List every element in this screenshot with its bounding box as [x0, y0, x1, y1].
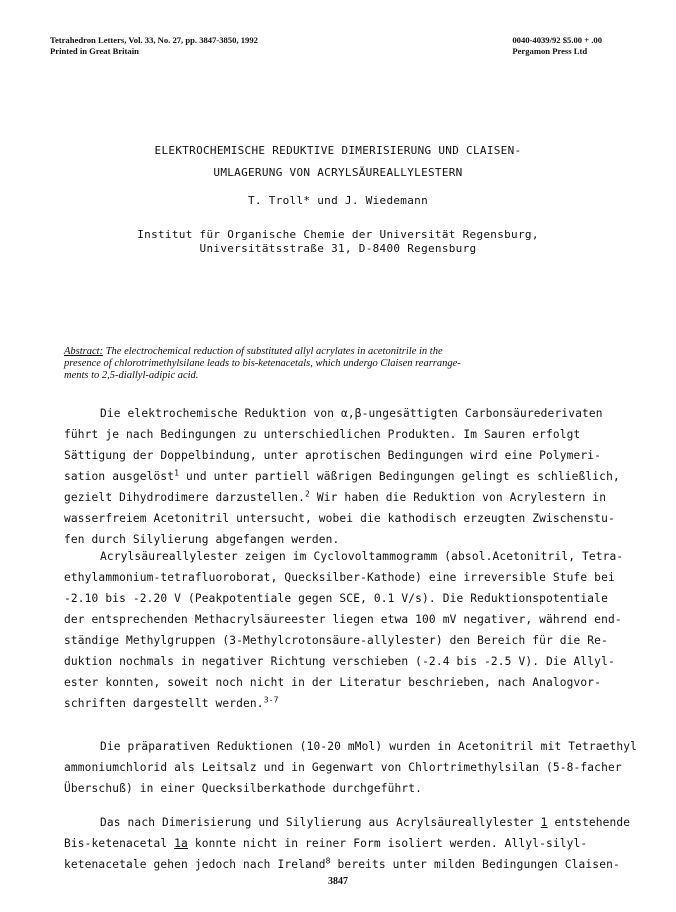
institution: [0, 228, 676, 256]
paper-title: [0, 140, 676, 184]
p1-line-1: Die elektrochemische Reduktion von α,β-ungesättigten Carbonsäurederivaten: [100, 407, 603, 420]
paragraph-2: [64, 546, 634, 714]
compound-number: 1a: [174, 837, 188, 850]
p3-line-3: Überschuß) in einer Quecksilberkathode durchgeführt.: [64, 782, 423, 795]
abstract-line-3: ments to 2,5-diallyl-adipic acid.: [64, 370, 199, 381]
reference-marker: 1: [174, 468, 180, 478]
abstract-line-1: The electrochemical reduction of substituted allyl acrylates in acetonitrile in the: [103, 346, 443, 357]
abstract-line-2: presence of chlorotrimethylsilane leads to bis-ketenacetals, which undergo Claisen rearrange-: [64, 358, 461, 369]
p3-line-1: Die präparativen Reduktionen (10-20 mMol) wurden in Acetonitril mit Tetraethyl: [100, 740, 638, 753]
p1-line-4a: sation ausgelöst: [64, 470, 175, 483]
p4-line-3b: bereits unter milden Bedingungen Claisen-: [330, 858, 620, 871]
p2-line-4: der entsprechenden Methacrylsäureester liegen etwa 100 mV negativer, während end-: [64, 613, 622, 626]
institution-line-1: Institut für Organische Chemie der Universität Regensburg,: [137, 228, 539, 241]
compound-number: 1: [540, 816, 548, 829]
paragraph-3: [64, 736, 638, 799]
page-number: 3847: [328, 876, 348, 887]
publisher-header: [512, 35, 602, 57]
paragraph-4: [64, 812, 634, 875]
journal-citation: Tetrahedron Letters, Vol. 33, No. 27, pp. 3847-3850, 1992: [50, 35, 258, 45]
printed-in: Printed in Great Britain: [50, 46, 139, 56]
p2-line-5: ständige Methylgruppen (3-Methylcrotonsäure-allylester) den Bereich für die Re-: [64, 634, 608, 647]
p1-line-2: führt je nach Bedingungen zu unterschiedlichen Produkten. Im Sauren erfolgt: [64, 428, 581, 441]
p2-line-3: -2.10 bis -2.20 V (Peakpotentiale gegen SCE, 0.1 V/s). Die Reduktionspotentiale: [64, 592, 608, 605]
p1-line-3: Sättigung der Doppelbindung, unter aprotischen Bedingungen wird eine Polymeri-: [64, 449, 602, 462]
reference-marker: 8: [325, 856, 331, 866]
p3-line-2: ammoniumchlorid als Leitsalz und in Gegenwart von Chlortrimethylsilan (5-8-facher: [64, 761, 622, 774]
journal-header: [50, 35, 258, 57]
authors: T. Troll* und J. Wiedemann: [248, 194, 428, 207]
reference-marker: 2: [305, 489, 310, 499]
p4-line-2b: konnte nicht in reiner Form isoliert werden. Allyl-silyl-: [187, 837, 588, 850]
title-line-2: UMLAGERUNG VON ACRYLSÄUREALLYLESTERN: [213, 166, 463, 179]
paragraph-1: [64, 403, 634, 550]
publisher: Pergamon Press Ltd: [512, 46, 588, 56]
issn-price: 0040-4039/92 $5.00 + .00: [512, 35, 602, 45]
abstract: [64, 346, 624, 382]
p1-line-4b: und unter partiell wäßrigen Bedingungen gelingt es schließlich,: [179, 470, 620, 483]
reference-marker: 3-7: [263, 695, 279, 705]
institution-line-2: Universitätsstraße 31, D-8400 Regensburg: [199, 242, 477, 255]
p1-line-5b: Wir haben die Reduktion von Acrylestern in: [310, 491, 607, 504]
p4-line-1b: entstehende: [547, 816, 631, 829]
p4-line-1a: Das nach Dimerisierung und Silylierung aus Acrylsäureallylester: [100, 816, 541, 829]
title-line-1: ELEKTROCHEMISCHE REDUKTIVE DIMERISIERUNG UND CLAISEN-: [154, 144, 522, 157]
p1-line-6: wasserfreiem Acetonitril untersucht, wobei die kathodisch erzeugten Zwischenstu-: [64, 512, 615, 525]
p2-line-7: ester konnten, soweit noch nicht in der Literatur beschrieben, nach Analogvor-: [64, 676, 602, 689]
p1-line-5a: gezielt Dihydrodimere darzustellen.: [64, 491, 305, 504]
p2-line-1: Acrylsäureallylester zeigen im Cyclovoltammogramm (absol.Acetonitril, Tetra-: [100, 550, 624, 563]
p2-line-8: schriften dargestellt werden.: [64, 697, 264, 710]
p1-line-7: fen durch Silylierung abgefangen werden.: [64, 533, 340, 546]
p4-line-3a: ketenacetale gehen jedoch nach Ireland: [64, 858, 326, 871]
p2-line-2: ethylammonium-tetrafluoroborat, Quecksilber-Kathode) eine irreversible Stufe bei: [64, 571, 615, 584]
p2-line-6: duktion nochmals in negativer Richtung verschieben (-2.4 bis -2.5 V). Die Allyl-: [64, 655, 615, 668]
p4-line-2a: Bis-ketenacetal: [64, 837, 175, 850]
abstract-label: Abstract:: [64, 346, 104, 357]
